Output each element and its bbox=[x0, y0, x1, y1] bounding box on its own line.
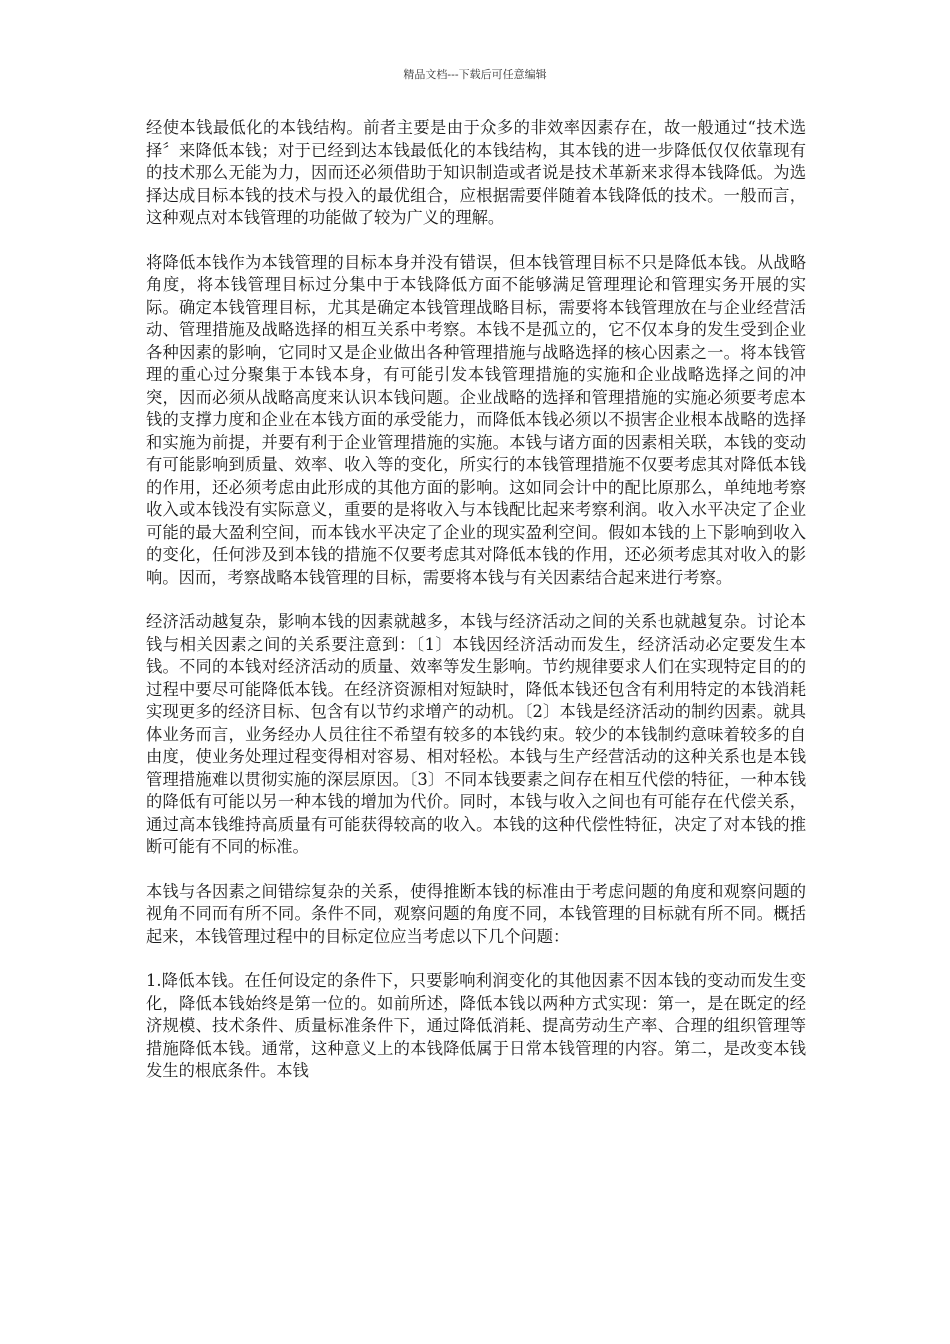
paragraph-3: 经济活动越复杂，影响本钱的因素就越多，本钱与经济活动之间的关系也就越复杂。讨论本钱与相关因素之间的关系要注意到：〔1〕本钱因经济活动而发生，经济活动必定要发生本钱。不同的本钱对经济活动的质量、效率等发生影响。节约规律要求人们在实现特定目的的过程中要尽可能降低本钱。在经济资源相对短缺时，降低本钱还包含有利用特定的本钱消耗实现更多的经济目标、包含有以节约求增产的动机。〔2〕本钱是经济活动的制约因素。就具体业务而言，业务经办人员往往不希望有较多的本钱约束。较少的本钱制约意味着较多的自由度，使业务处理过程变得相对容易、相对轻松。本钱与生产经营活动的这种关系也是本钱管理措施难以贯彻实施的深层原因。〔3〕不同本钱要素之间存在相互代偿的特征，一种本钱的降低有可能以另一种本钱的增加为代价。同时，本钱与收入之间也有可能存在代偿关系，通过高本钱维持高质量有可能获得较高的收入。本钱的这种代偿性特征，决定了对本钱的推断可能有不同的标准。 bbox=[146, 612, 806, 856]
page-header: 精品文档---下载后可任意编辑 bbox=[403, 68, 547, 81]
paragraph-1: 经使本钱最低化的本钱结构。前者主要是由于众多的非效率因素存在，故一般通过“技术选择〞来降低本钱；对于已经到达本钱最低化的本钱结构，其本钱的进一步降低仅仅依靠现有的技术那么无能为力，因而还必须借助于知识制造或者说是技术革新来求得本钱降低。为选择达成目标本钱的技术与投入的最优组合，应根据需要伴随着本钱降低的技术。一般而言，这种观点对本钱管理的功能做了较为广义的理解。 bbox=[146, 118, 806, 227]
paragraph-4: 本钱与各因素之间错综复杂的关系，使得推断本钱的标准由于考虑问题的角度和观察问题的视角不同而有所不同。条件不同，观察问题的角度不同，本钱管理的目标就有所不同。概括起来，本钱管理过程中的目标定位应当考虑以下几个问题： bbox=[146, 881, 806, 946]
paragraph-5: 1.降低本钱。在任何设定的条件下，只要影响利润变化的其他因素不因本钱的变动而发生变化，降低本钱始终是第一位的。如前所述，降低本钱以两种方式实现：第一，是在既定的经济规模、技术条件、质量标准条件下，通过降低消耗、提高劳动生产率、合理的组织管理等措施降低本钱。通常，这种意义上的本钱降低属于日常本钱管理的内容。第二，是改变本钱发生的根底条件。本钱 bbox=[146, 971, 806, 1080]
document-body bbox=[146, 117, 806, 1105]
paragraph-2: 将降低本钱作为本钱管理的目标本身并没有错误，但本钱管理目标不只是降低本钱。从战略角度，将本钱管理目标过分集中于本钱降低方面不能够满足管理理论和管理实务开展的实际。确定本钱管理目标，尤其是确定本钱管理战略目标，需要将本钱管理放在与企业经营活动、管理措施及战略选择的相互关系中考察。本钱不是孤立的，它不仅本身的发生受到企业各种因素的影响，它同时又是企业做出各种管理措施与战略选择的核心因素之一。将本钱管理的重心过分聚集于本钱本身，有可能引发本钱管理措施的实施和企业战略选择之间的冲突，因而必须从战略高度来认识本钱问题。企业战略的选择和管理措施的实施必须要考虑本钱的支撑力度和企业在本钱方面的承受能力，而降低本钱必须以不损害企业根本战略的选择和实施为前提，并要有利于企业管理措施的实施。本钱与诸方面的因素相关联，本钱的变动有可能影响到质量、效率、收入等的变化，所实行的本钱管理措施不仅要考虑其对降低本钱的作用，还必须考虑由此形成的其他方面的影响。这如同会计中的配比原那么，单纯地考察收入或本钱没有实际意义，重要的是将收入与本钱配比起来考察利润。收入水平决定了企业可能的最大盈利空间，而本钱水平决定了企业的现实盈利空间。假如本钱的上下影响到收入的变化，任何涉及到本钱的措施不仅要考虑其对降低本钱的作用，还必须考虑其对收入的影响。因而，考察战略本钱管理的目标，需要将本钱与有关因素结合起来进行考察。 bbox=[146, 252, 806, 587]
